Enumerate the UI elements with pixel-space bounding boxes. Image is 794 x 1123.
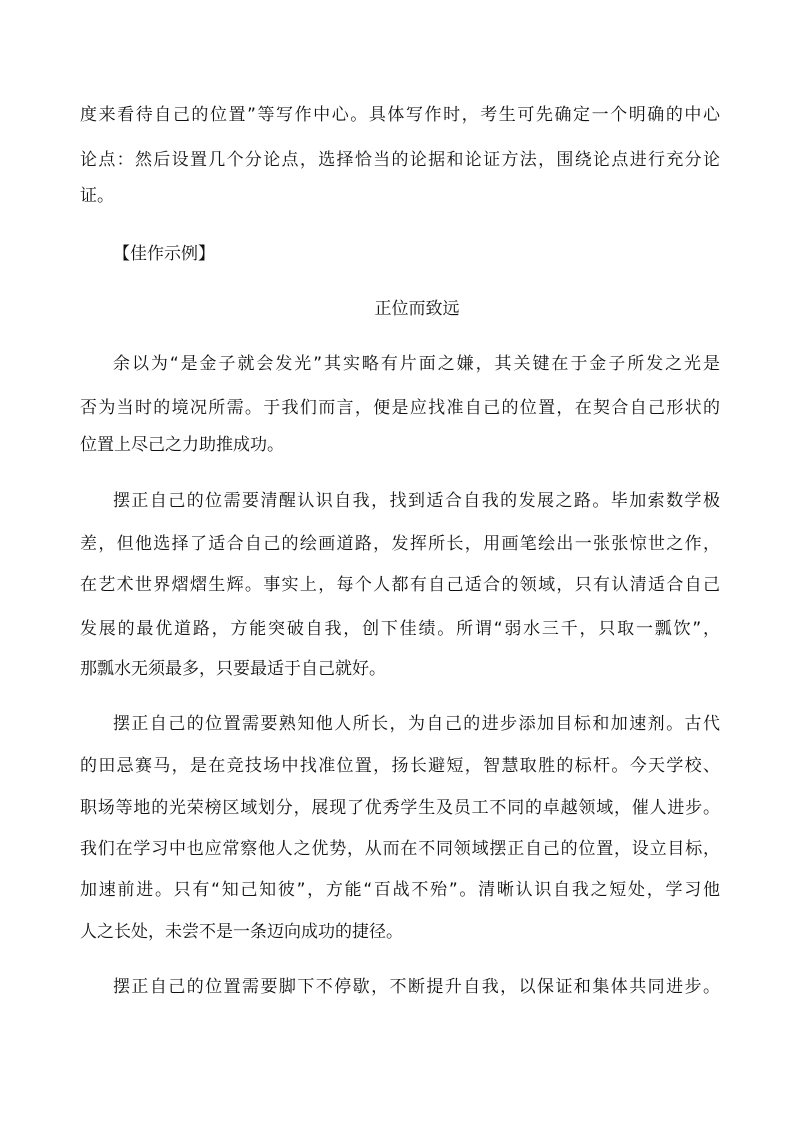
paragraph-1-line-1: 余以为“是金子就会发光”其实略有片面之嫌，其关键在于金子所发之光是: [113, 354, 720, 374]
paragraph-3-line-2: 的田忌赛马，是在竞技场中找准位置，扬长避短，智慧取胜的标杆。今天学校、: [80, 756, 720, 776]
paragraph-3-line-6: 人之长处，未尝不是一条迈向成功的捷径。: [80, 922, 403, 942]
paragraph-2-line-2: 差，但他选择了适合自己的绘画道路，发挥所长，用画笔绘出一张张惊世之作，: [80, 534, 720, 554]
intro-line-3: 证。: [80, 186, 114, 206]
paragraph-3-line-4: 我们在学习中也应常察他人之优势，从而在不同领域摆正自己的位置，设立目标，: [80, 839, 720, 859]
intro-line-2: 论点：然后设置几个分论点，选择恰当的论据和论证方法，围绕论点进行充分论: [80, 150, 720, 170]
paragraph-2-line-5: 那瓢水无须最多，只要最适于自己就好。: [80, 659, 386, 679]
paragraph-3-line-3: 职场等地的光荣榜区域划分，展现了优秀学生及员工不同的卓越领域，催人进步。: [80, 798, 720, 818]
paragraph-2-line-1: 摆正自己的位需要清醒认识自我，找到适合自我的发展之路。毕加索数学极: [113, 491, 720, 511]
paragraph-1-line-2: 否为当时的境况所需。于我们而言，便是应找准自己的位置，在契合自己形状的: [80, 398, 720, 418]
paragraph-2-line-3: 在艺术世界熠熠生辉。事实上，每个人都有自己适合的领域，只有认清适合自己: [80, 575, 720, 595]
paragraph-4-line-1: 摆正自己的位置需要脚下不停歇，不断提升自我，以保证和集体共同进步。: [113, 977, 720, 997]
section-label: 【佳作示例】: [113, 244, 215, 264]
essay-title: 正位而致远: [374, 299, 460, 319]
paragraph-2-line-4: 发展的最优道路，方能突破自我，创下佳绩。所谓“弱水三千，只取一瓢饮”，: [80, 619, 720, 639]
paragraph-3-line-1: 摆正自己的位置需要熟知他人所长，为自己的进步添加目标和加速剂。古代: [113, 714, 720, 734]
paragraph-1-line-3: 位置上尽己之力助推成功。: [80, 435, 284, 455]
intro-line-1: 度来看待自己的位置”等写作中心。具体写作时，考生可先确定一个明确的中心: [80, 105, 720, 125]
paragraph-3-line-5: 加速前进。只有“知己知彼”，方能“百战不殆”。清晰认识自我之短处，学习他: [80, 880, 720, 900]
